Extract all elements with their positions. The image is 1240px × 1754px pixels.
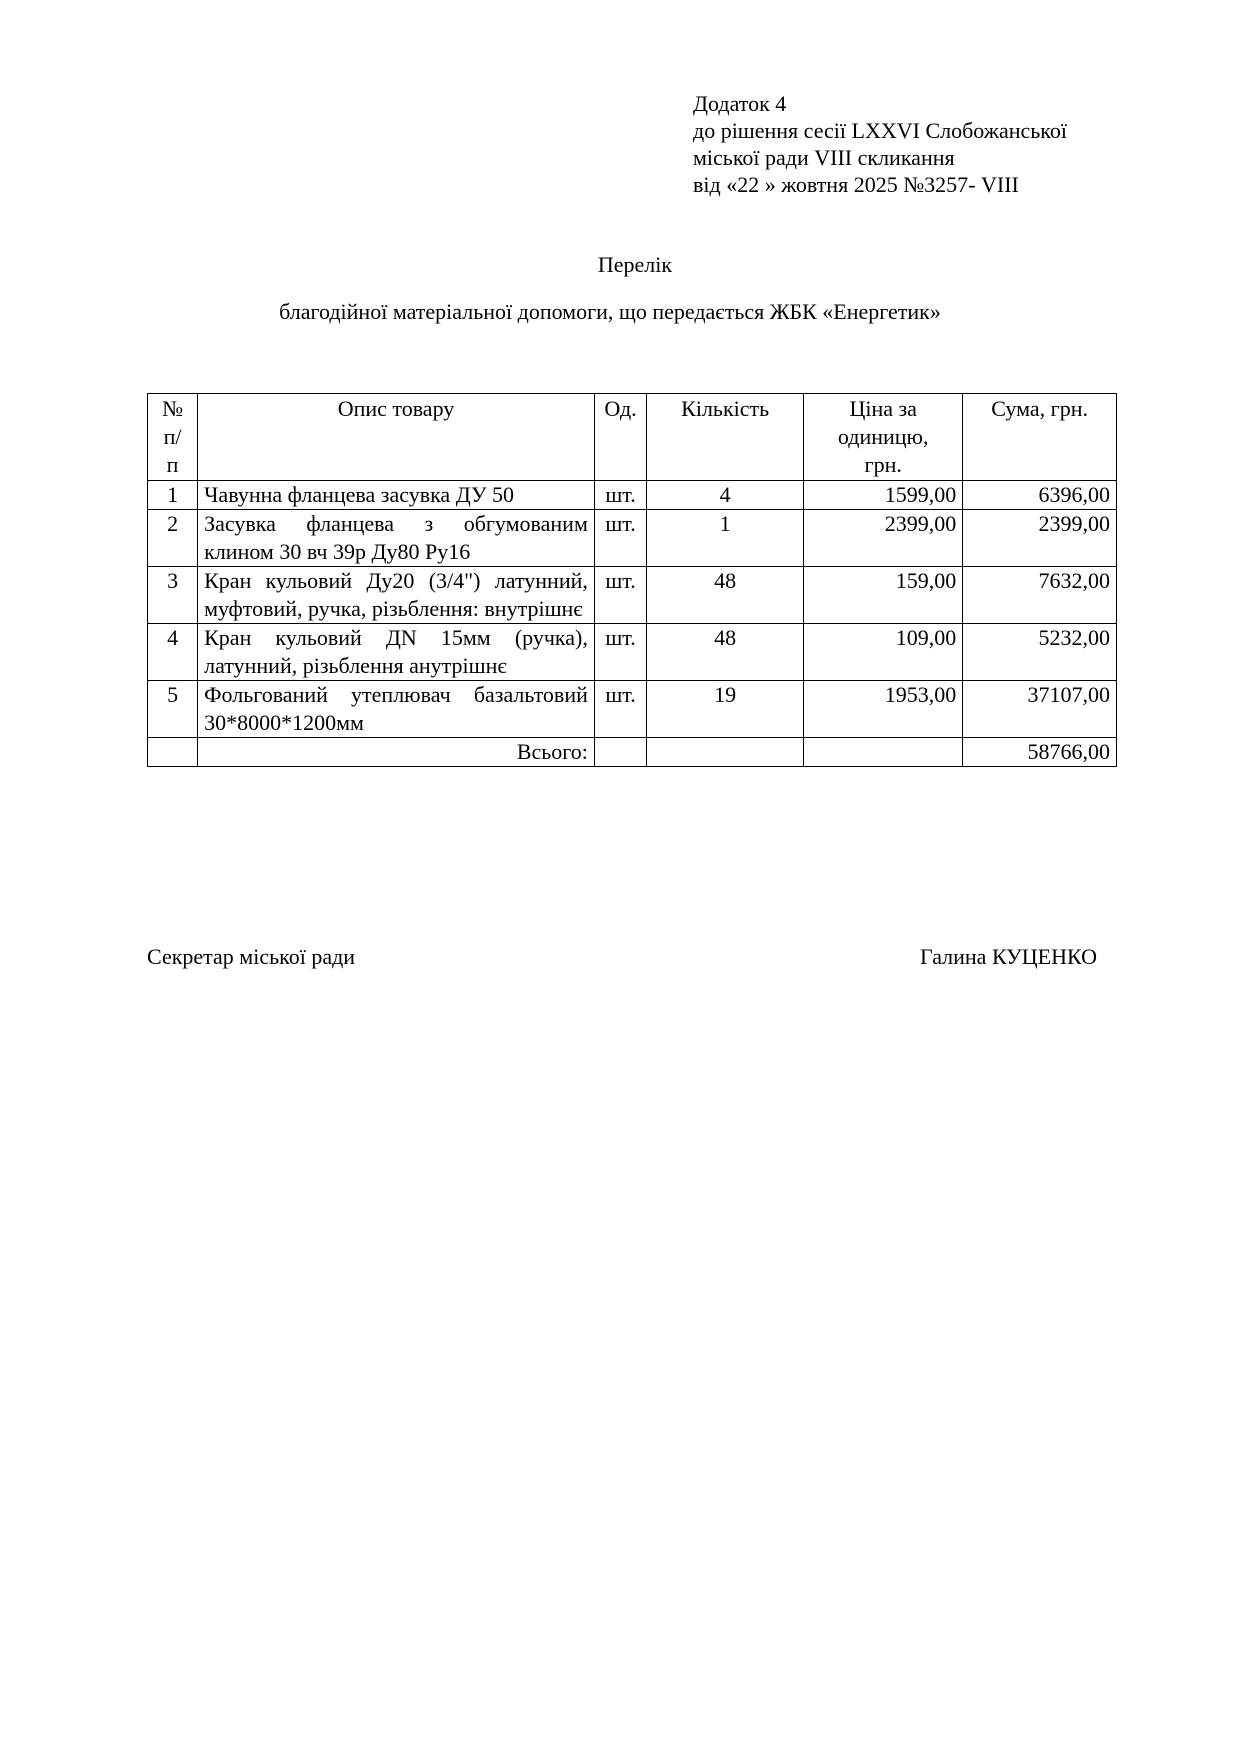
row-unit: шт. <box>594 481 646 510</box>
row-description: Кран кульовий ДN 15мм (ручка), латунний, різьблення анутрішнє <box>198 624 595 681</box>
row-price: 109,00 <box>804 624 963 681</box>
row-number: 2 <box>148 510 198 567</box>
row-sum: 37107,00 <box>963 681 1117 738</box>
annex-line: міської ради VIII скликання <box>693 145 955 170</box>
total-empty-cell <box>148 738 198 767</box>
table-header-row <box>148 394 1117 481</box>
total-label: Всього: <box>198 738 595 767</box>
annex-line: до рішення сесії LXXVI Слобожанської <box>693 118 1067 143</box>
row-quantity: 19 <box>647 681 804 738</box>
row-price: 2399,00 <box>804 510 963 567</box>
header-sum: Сума, грн. <box>963 394 1117 481</box>
row-sum: 7632,00 <box>963 567 1117 624</box>
header-quantity: Кількість <box>647 394 804 481</box>
total-empty-cell <box>647 738 804 767</box>
row-description: Засувка фланцева з обгумованим клином 30 вч 39р Ду80 Ру16 <box>198 510 595 567</box>
row-sum: 5232,00 <box>963 624 1117 681</box>
annex-block <box>693 90 1067 198</box>
row-sum: 2399,00 <box>963 510 1117 567</box>
row-price: 1953,00 <box>804 681 963 738</box>
table-row <box>148 510 1117 567</box>
row-number: 3 <box>148 567 198 624</box>
annex-line: від «22 » жовтня 2025 №3257- VIII <box>693 172 1019 197</box>
document-subtitle: благодійної матеріальної допомоги, що передається ЖБК «Енергетик» <box>279 299 941 324</box>
total-row <box>148 738 1117 767</box>
signatory-role: Секретар міської ради <box>147 944 356 969</box>
table-row <box>148 481 1117 510</box>
row-description: Чавунна фланцева засувка ДУ 50 <box>198 481 595 510</box>
header-description: Опис товару <box>198 394 595 481</box>
signatory-name: Галина КУЦЕНКО <box>920 944 1097 969</box>
row-unit: шт. <box>594 510 646 567</box>
total-sum: 58766,00 <box>963 738 1117 767</box>
row-quantity: 48 <box>647 624 804 681</box>
row-price: 159,00 <box>804 567 963 624</box>
row-unit: шт. <box>594 567 646 624</box>
row-number: 5 <box>148 681 198 738</box>
row-description: Фольгований утеплювач базальтовий 30*8000*1200мм <box>198 681 595 738</box>
annex-line: Додаток 4 <box>693 91 787 116</box>
total-empty-cell <box>594 738 646 767</box>
row-number: 4 <box>148 624 198 681</box>
row-price: 1599,00 <box>804 481 963 510</box>
table-row <box>148 567 1117 624</box>
row-description: Кран кульовий Ду20 (3/4") латунний, муфтовий, ручка, різьблення: внутрішнє <box>198 567 595 624</box>
total-empty-cell <box>804 738 963 767</box>
row-number: 1 <box>148 481 198 510</box>
document-title: Перелік <box>597 252 673 277</box>
items-table <box>147 393 1117 767</box>
row-quantity: 48 <box>647 567 804 624</box>
row-unit: шт. <box>594 624 646 681</box>
table-row <box>148 681 1117 738</box>
row-quantity: 4 <box>647 481 804 510</box>
row-sum: 6396,00 <box>963 481 1117 510</box>
table-row <box>148 624 1117 681</box>
header-no: № п/п <box>148 394 198 481</box>
row-quantity: 1 <box>647 510 804 567</box>
header-price: Ціна за одиницю, грн. <box>804 394 963 481</box>
row-unit: шт. <box>594 681 646 738</box>
header-unit: Од. <box>594 394 646 481</box>
